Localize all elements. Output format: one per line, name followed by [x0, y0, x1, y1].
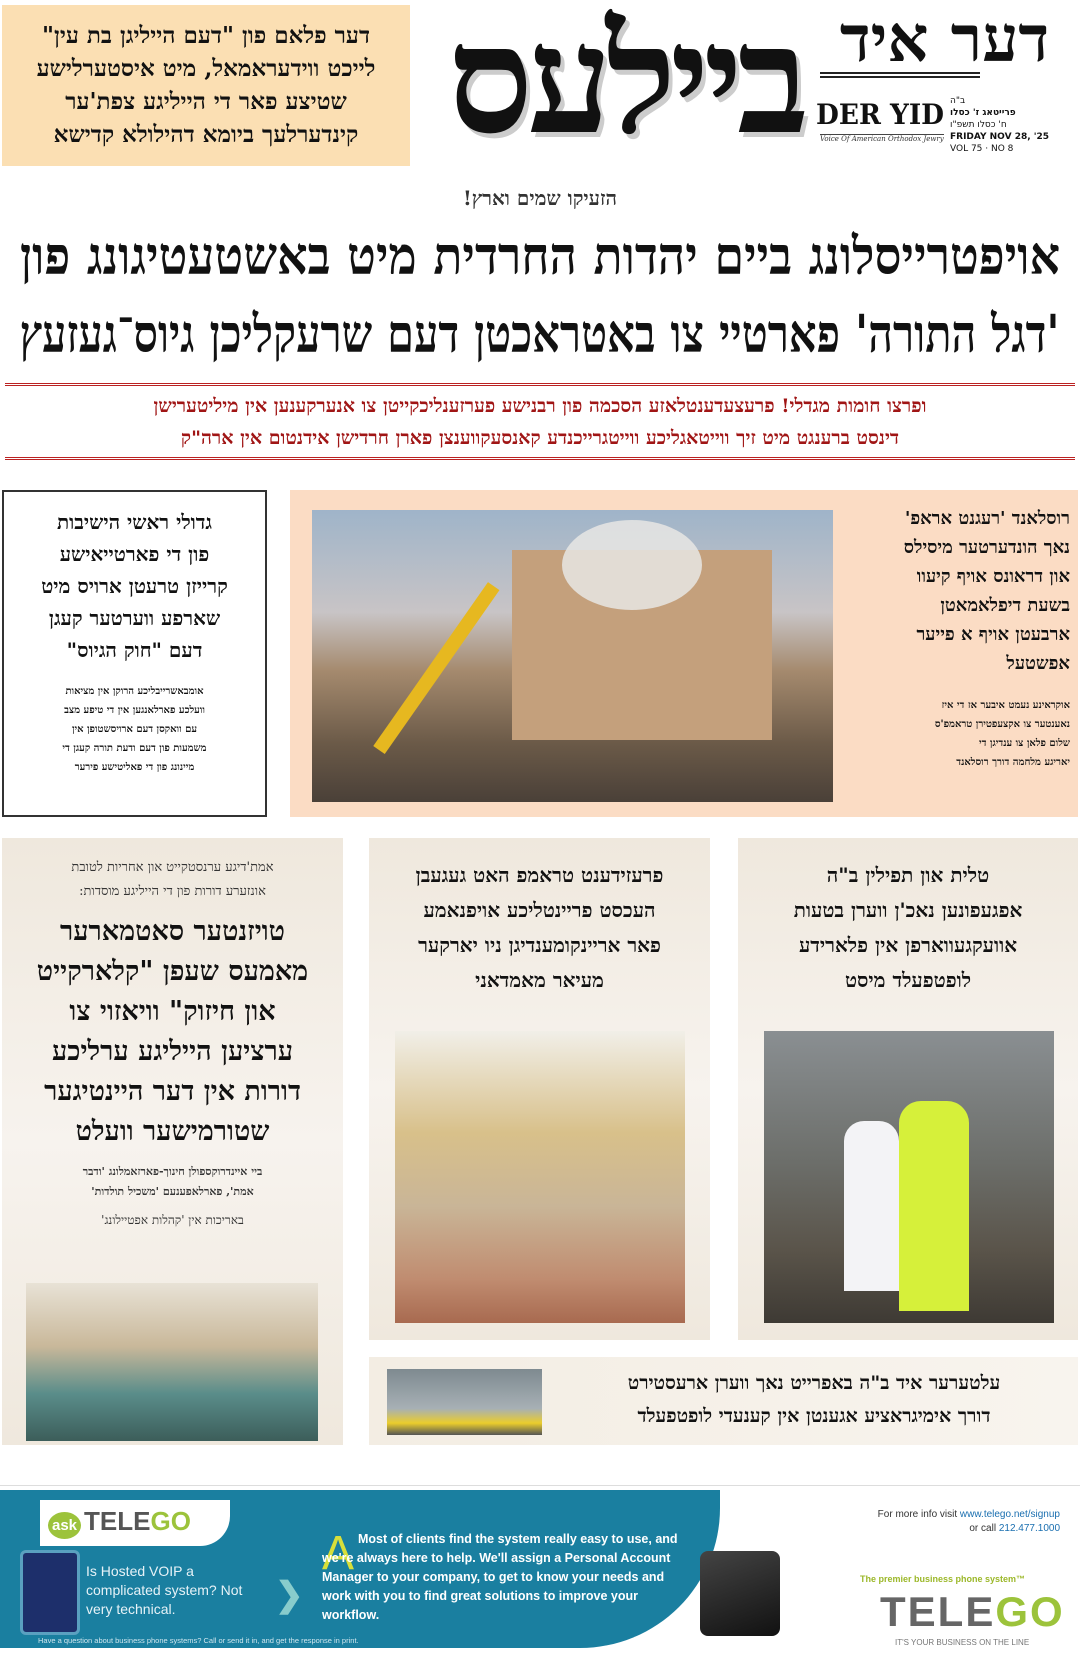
teaser-line: לייכט ווידעראמאל, מיט איסטערלישע: [36, 55, 376, 82]
story-headline-line: און דראונס אויף קיעוו: [916, 566, 1070, 587]
story-summary-line: נאענטער צו אקצעפטירן טראמפ'ס: [934, 719, 1070, 730]
ask-bubble-icon: ask: [48, 1512, 81, 1539]
brand-go: GO: [995, 1588, 1065, 1635]
teaser-line: קינדערלעך ביומא דהילולא קדישא: [53, 121, 359, 148]
story-summary-line: אמת', פארלאפענעם 'משכיל תולדות': [91, 1185, 254, 1198]
english-name: DER YID: [816, 98, 945, 131]
story-headline-line: דעם "חוק הגיוס": [66, 638, 203, 662]
ad-answer: Most of clients find the system really easy to use, and we're always here to help. We'll assign a Personal Account Manager to your company, to get to know your needs and work with you to find great solutions to improve your workflow.: [322, 1532, 678, 1622]
story-headline-line: פאר אריינקומענדיגן ניו יארקער: [418, 933, 661, 957]
tallis-story[interactable]: [738, 838, 1078, 1340]
teaser-box[interactable]: [2, 5, 410, 166]
masthead-rule: [820, 72, 980, 78]
lead-headline-line[interactable]: 'דגל התורה' פארטיי צו באטראכטן דעם שרעקליכן גיוס־געזעץ: [19, 304, 1060, 365]
brand-tele: TELE: [880, 1588, 996, 1635]
phone-link[interactable]: 212.477.1000: [998, 1523, 1060, 1534]
story-summary-line: אוקראינע נעמט איבער אז די איז: [941, 700, 1070, 711]
story-kicker-line: אמת'דיגע ערנסטקייט און אחריות לטובת: [71, 860, 274, 875]
teaser-line: דער פלאם פון "דעם הייליגן בת עין": [41, 22, 371, 49]
telego-ad[interactable]: [0, 1485, 1080, 1651]
ad-contact: [820, 1508, 1060, 1536]
ad-footer: Have a question about business phone systems? Call or send it in, and get the response in print.: [38, 1636, 359, 1645]
story-headline-line: דורך אימיגראציע אגענטן אין קענעדי לופטפעלד: [637, 1405, 991, 1427]
story-summary-line: שלום פלאן צו ענדיגן די: [979, 738, 1070, 749]
story-headline-line: דורות אין דער היינטיגער: [44, 1076, 301, 1107]
trump-story[interactable]: [369, 838, 710, 1340]
oval-office-photo[interactable]: [395, 1031, 685, 1323]
story-headline-line: אוועקגעווארפן אין פלארידע: [798, 933, 1018, 957]
story-headline-line: קרייזן טרעטן ארויס מיט: [41, 574, 228, 598]
english-date: FRIDAY NOV 28, '25: [950, 132, 1050, 142]
divider: [5, 383, 1075, 386]
ad-logo: [40, 1500, 230, 1546]
story-headline-line: און חיזוק" וויאזוי צו: [69, 996, 276, 1027]
story-headline-line: העכסט פריינטליכע אויפנאמע: [423, 898, 656, 922]
lead-subhead-line: ופרצו חומות מגדלי! פרעצעדענטלאזע הסכמה פון רבנישע פערזענליכקייטן צו אנערקענען אין מיליטערישן: [153, 395, 927, 417]
lead-headline-line[interactable]: אויפטרייסלונג ביים יהדות החרדית מיט באשטעטיגונג פון: [19, 226, 1060, 287]
info-prefix: For more info visit: [877, 1509, 958, 1520]
story-headline-line: טלית און תפילין ב"ה: [826, 863, 990, 887]
english-tagline: Voice Of American Orthodox Jewry: [820, 135, 944, 143]
bh: ב"ה: [950, 96, 966, 106]
ad-premier: The premier business phone system™: [860, 1574, 1026, 1584]
story-headline-line: רוסלאנד 'רעגנט אראפ': [904, 508, 1070, 529]
story-kicker-line: אונזערע דורות פון די הייליגע מוסדות:: [79, 884, 266, 899]
story-summary-line: יאריגע מלחמה דורך רוסלאנד: [956, 757, 1070, 768]
logo-tele: TELE: [84, 1506, 151, 1536]
volume: VOL 75 · NO 8: [950, 144, 1014, 154]
crane: [373, 582, 499, 754]
hall-photo[interactable]: [26, 1283, 318, 1441]
ad-blue-panel: [0, 1490, 720, 1648]
ad-answer-letter: A: [322, 1527, 355, 1580]
story-headline-line: בשעת דיפלאמאטן: [940, 595, 1070, 616]
story-headline-line: עלטערער איד ב"ה באפרייט נאך ווערן ארעסטירט: [627, 1372, 1001, 1394]
person: [844, 1121, 899, 1291]
hebrew-date: פרייטאג ז' כסלו: [950, 108, 1016, 118]
story-headline-line: שטורמישער וועלט: [75, 1116, 270, 1147]
kyiv-strike-photo[interactable]: [312, 510, 833, 802]
story-summary-line: משמעות פון דעם ודעת תורה קעגן די: [62, 743, 207, 754]
story-summary-line: אומבאשרייבליכע הרוקן אין מציאות: [65, 686, 204, 697]
story-summary-line: ביי איינדרוקספולן חינוך-פארזאמלונג 'ודבר: [82, 1165, 263, 1178]
story-headline-line: מאמעס שעפן "קלארקייט: [36, 956, 309, 987]
ad-slogan: IT'S YOUR BUSINESS ON THE LINE: [895, 1638, 1030, 1647]
ad-brand-logo: [880, 1588, 1065, 1636]
story-headline-line: פון די פארטייאישע: [59, 542, 210, 566]
teaser-line: שטיצע פאר די הייליגע צפת'ער: [65, 88, 347, 115]
satmar-story[interactable]: [2, 838, 343, 1445]
person: [899, 1101, 969, 1311]
tallis-found-photo[interactable]: [764, 1031, 1054, 1323]
date-block: [950, 95, 1075, 155]
ad-question: Is Hosted VOIP a complicated system? Not very technical.: [86, 1563, 243, 1617]
left-story[interactable]: [2, 490, 267, 817]
chevron-right-icon: ❯: [275, 1576, 304, 1614]
story-headline-line: שארפע ווערטער קעגן: [48, 606, 221, 630]
story-headline-line: נאך הונדערטער מיסילס: [903, 537, 1070, 558]
hebrew-year: ח' כסלו תשפ"ו: [950, 120, 1007, 130]
masthead-title: ביילעס: [447, 0, 804, 168]
divider: [5, 457, 1075, 460]
lead-kicker: הזעיקו שמים וארץ!: [462, 186, 618, 210]
logo-go: GO: [150, 1506, 191, 1536]
story-headline-line: לופטפעלד מיסט: [844, 968, 972, 992]
russia-story[interactable]: [290, 490, 1078, 817]
story-summary-line: עם וואקסן דעם ארויסשטופן אין: [71, 724, 198, 735]
story-summary-line: וועלכע פארלאנגען אין די טיפע מצב: [64, 705, 205, 716]
story-summary-line: מיינונג פון די פאליטישע פירער: [74, 762, 195, 773]
story-headline-line: מעיאר מאמדאני: [475, 968, 604, 992]
paper-name: דער איד: [839, 2, 1050, 77]
story-headline-line: אפגעפונען נאכ'ן ווערן בטעות: [793, 898, 1023, 922]
smoke: [562, 520, 702, 610]
story-headline-line: פרעזידענט טראמפ האט געגעבן: [415, 863, 664, 887]
signup-link[interactable]: www.telego.net/signup: [959, 1509, 1060, 1520]
call-prefix: or call: [969, 1523, 997, 1534]
question-icon: [20, 1550, 80, 1635]
story-headline-line: ערציען הייליגע ערליכע: [51, 1036, 294, 1067]
lead-subhead-line: דינסט ברענגט מיט זיך ווייטאגליכע ווייטגרייכנדע קאנסעקווענצן פארן חרדישן אידנטום אין ארה"ק: [180, 427, 900, 449]
airport-photo[interactable]: [387, 1369, 542, 1435]
continued-link[interactable]: באריכות אין 'קהלות אפטיילונג': [101, 1213, 244, 1227]
desk-phone-icon: [700, 1551, 780, 1636]
immigration-story[interactable]: [369, 1357, 1078, 1445]
story-headline-line: ארבעטן אויף א פייער: [916, 624, 1070, 645]
story-headline-line: טויזנטער סאטמארער: [59, 916, 285, 947]
story-headline-line: אפשטעל: [1006, 653, 1070, 674]
russia-story-text: [848, 504, 1070, 772]
story-headline-line: גדולי ראשי הישיבות: [56, 510, 213, 534]
